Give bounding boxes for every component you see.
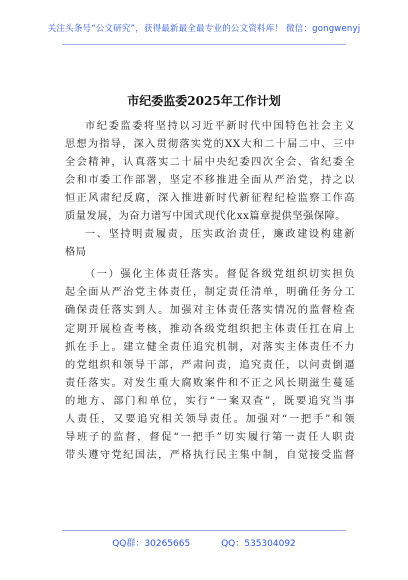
section-heading-line: 一、坚持明责履责，压实政治责任，廉政建设构建新 (85, 229, 355, 241)
footer-qq-group: QQ群：30265665 (112, 539, 191, 549)
document-title: 市纪委监委2025年工作计划 (127, 94, 281, 108)
footer-contacts (0, 536, 408, 549)
paragraph-line: 确保责任落实到人。加强对主体责任落实情况的监督检查 (65, 305, 355, 317)
paragraph-line: 责任落实。对发生重大腐败案件和不正之风长期滋生蔓延 (65, 377, 355, 389)
paragraph-line: 市纪委监委将坚持以习近平新时代中国特色社会主义 (85, 121, 355, 132)
header-promo-note: 关注头条号“公文研究”，获得最新最全最专业的公文资料库！ 微信：gongwenyj (47, 24, 361, 34)
paragraph-line: 的党组织和领导干部，严肃问责，追究责任，以问责倒逼 (65, 359, 355, 371)
paragraph-line: 定期开展检查考核，推动各级党组织把主体责任扛在肩上 (65, 323, 355, 335)
paragraph-line: 思想为指导，深入贯彻落实党的XX大和二十届二中、三中 (65, 139, 355, 151)
paragraph-line: 带头遵守党纪国法，严格执行民主集中制，自觉接受监督 (65, 449, 355, 461)
paragraph-line: 恒正风肃纪反腐，深入推进新时代新征程纪检监察工作高 (65, 193, 355, 205)
paragraph-line: 的地方、部门和单位，实行“一案双查”，既要追究当事 (65, 395, 355, 407)
header-divider (62, 44, 346, 45)
paragraph-line: 人责任，又要追究相关领导责任。加强对“一把手”和领 (65, 413, 355, 425)
paragraph-line: 抓在手上。建立健全责任追究机制，对落实主体责任不力 (65, 341, 355, 353)
section-heading-line: 格局 (65, 247, 87, 259)
document-body (65, 118, 355, 465)
paragraph-line: 全会精神，认真落实二十届中央纪委四次全会、省纪委全 (65, 157, 355, 169)
paragraph-line: 质量发展，为奋力谱写中国式现代化xx篇章提供坚强保障。 (65, 211, 347, 223)
footer-qq-number: QQ：535304092 (221, 539, 296, 549)
paragraph-line: 导班子的监督，督促“一把手”切实履行第一责任人职责 (65, 431, 355, 443)
paragraph-line: 会和市委工作部署，坚定不移推进全面从严治党，持之以 (65, 175, 355, 187)
paragraph-line: （一）强化主体责任落实。督促各级党组织切实担负 (85, 269, 355, 281)
paragraph-line: 起全面从严治党主体责任，制定责任清单，明确任务分工 (65, 287, 355, 299)
footer-divider (62, 530, 346, 531)
